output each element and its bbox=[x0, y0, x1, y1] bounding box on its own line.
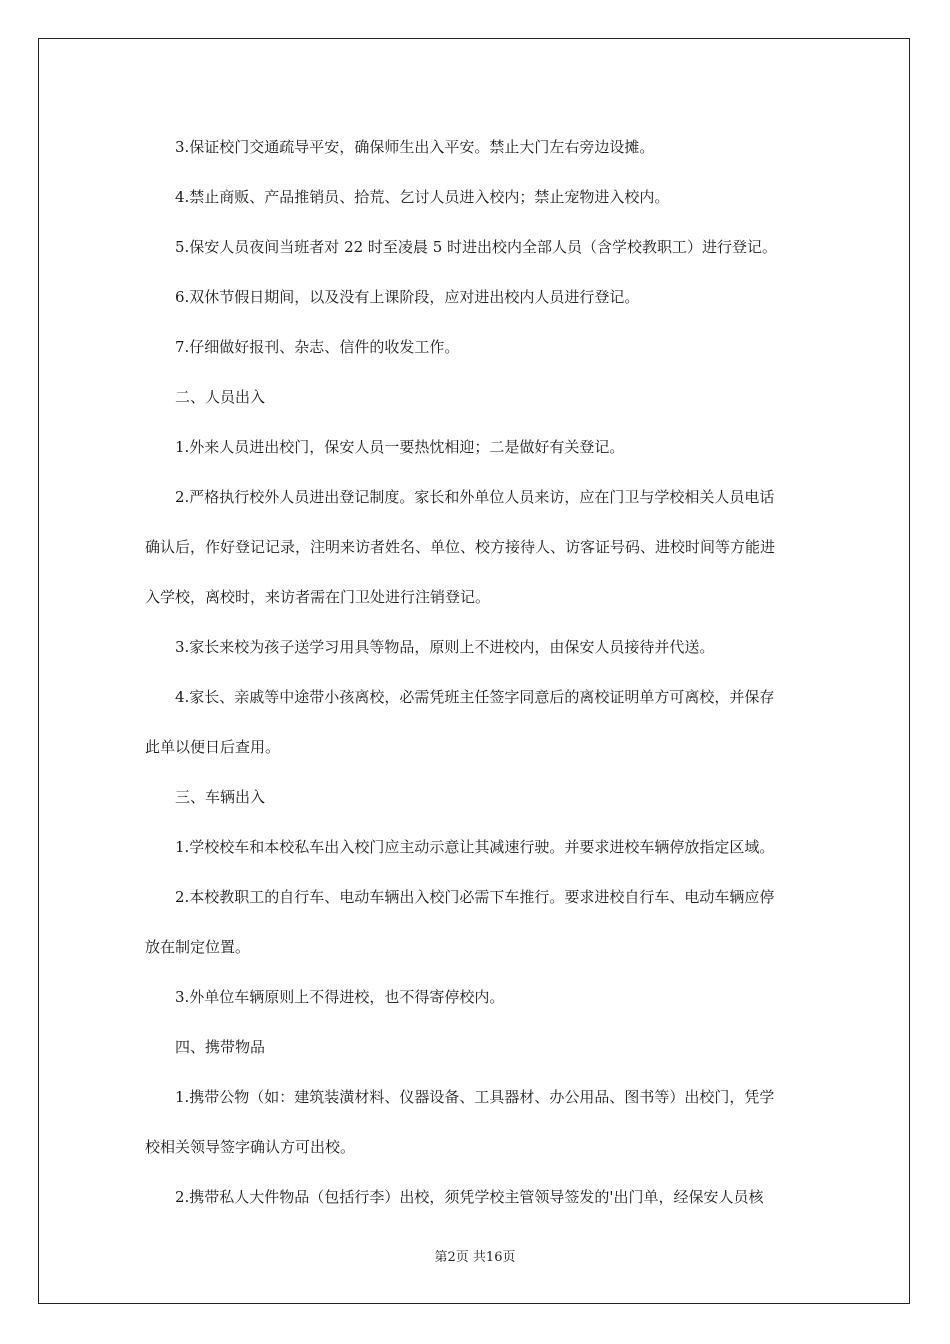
paragraph-line: 6.双休节假日期间，以及没有上课阶段，应对进出校内人员进行登记。 bbox=[175, 288, 640, 306]
document-body bbox=[145, 122, 810, 1222]
paragraph-line: 3.家长来校为孩子送学习用具等物品，原则上不进校内，由保安人员接待并代送。 bbox=[175, 638, 715, 656]
paragraph-line: 3.保证校门交通疏导平安，确保师生出入平安。禁止大门左右旁边设摊。 bbox=[175, 138, 655, 156]
section-heading: 二、人员出入 bbox=[175, 388, 266, 406]
paragraph-line: 放在制定位置。 bbox=[145, 938, 251, 956]
paragraph-line: 2.严格执行校外人员进出登记制度。家长和外单位人员来访，应在门卫与学校相关人员电话 bbox=[175, 488, 775, 506]
paragraph-line: 1.携带公物（如：建筑装潢材料、仪器设备、工具器材、办公用品、图书等）出校门，凭学 bbox=[175, 1088, 775, 1106]
paragraph-line: 5.保安人员夜间当班者对 22 时至凌晨 5 时进出校内全部人员（含学校教职工）进行登记。 bbox=[175, 238, 778, 256]
paragraph-line: 1.外来人员进出校门，保安人员一要热忱相迎；二是做好有关登记。 bbox=[175, 438, 625, 456]
paragraph-line: 2.携带私人大件物品（包括行李）出校，须凭学校主管领导签发的'出门单，经保安人员核 bbox=[175, 1188, 764, 1206]
section-heading: 三、车辆出入 bbox=[175, 788, 266, 806]
paragraph-line: 7.仔细做好报刊、杂志、信件的收发工作。 bbox=[175, 338, 460, 356]
paragraph-line: 4.禁止商贩、产品推销员、拾荒、乞讨人员进入校内；禁止宠物进入校内。 bbox=[175, 188, 670, 206]
paragraph-line: 确认后，作好登记记录，注明来访者姓名、单位、校方接待人、访客证号码、进校时间等方能进 bbox=[145, 538, 776, 556]
paragraph-line: 校相关领导签字确认方可出校。 bbox=[145, 1138, 356, 1156]
paragraph-line: 此单以便日后查用。 bbox=[145, 738, 281, 756]
paragraph-line: 1.学校校车和本校私车出入校门应主动示意让其减速行驶。并要求进校车辆停放指定区域。 bbox=[175, 838, 775, 856]
paragraph-line: 3.外单位车辆原则上不得进校，也不得寄停校内。 bbox=[175, 988, 505, 1006]
paragraph-line: 2.本校教职工的自行车、电动车辆出入校门必需下车推行。要求进校自行车、电动车辆应停 bbox=[175, 888, 775, 906]
paragraph-line: 4.家长、亲戚等中途带小孩离校，必需凭班主任签字同意后的离校证明单方可离校，并保存 bbox=[175, 688, 775, 706]
section-heading: 四、携带物品 bbox=[175, 1038, 266, 1056]
paragraph-line: 入学校，离校时，来访者需在门卫处进行注销登记。 bbox=[145, 588, 491, 606]
page-number-footer: 第2页 共16页 bbox=[434, 1250, 516, 1265]
